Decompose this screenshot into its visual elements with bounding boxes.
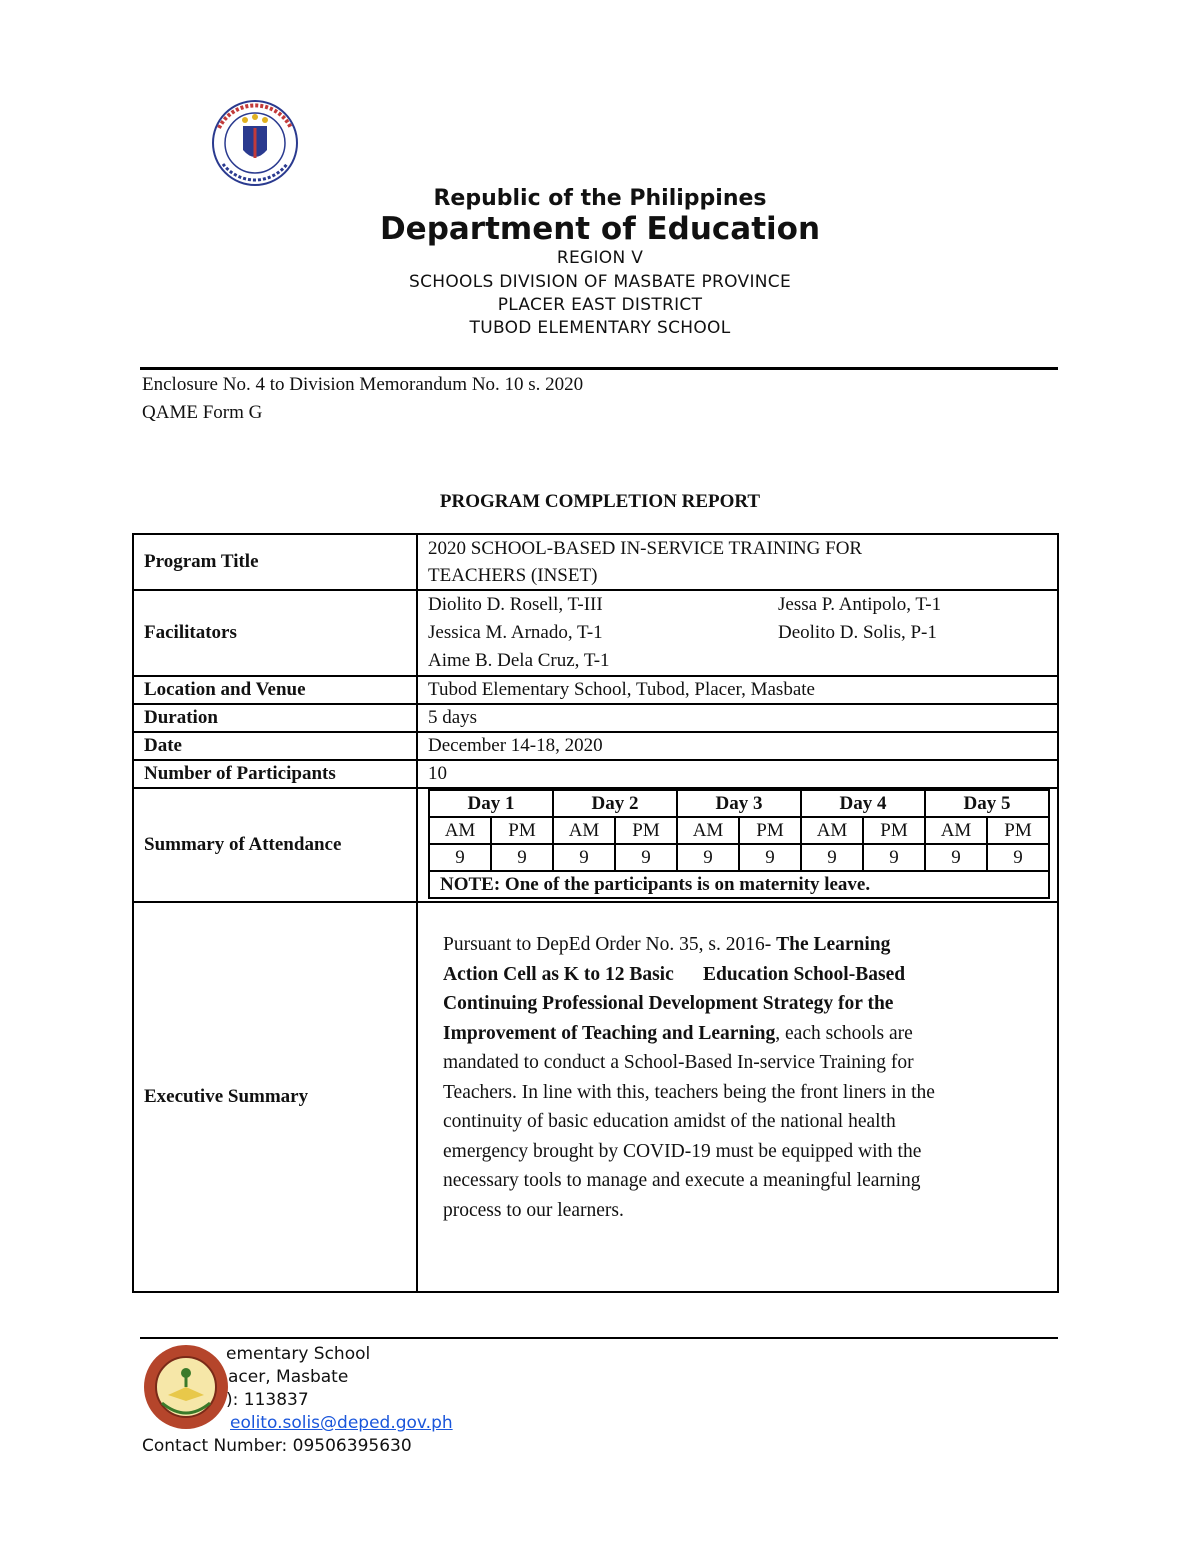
attendance-value <box>417 788 1058 902</box>
date-label: Date <box>133 732 417 760</box>
school-logo <box>142 1343 230 1431</box>
row-participants <box>133 760 1058 788</box>
footer-address: acer, Masbate <box>228 1367 349 1387</box>
executive-intro: Pursuant to DepEd Order No. 35, s. 2016- <box>443 934 777 955</box>
row-facilitators <box>133 590 1058 676</box>
facilitator: Aime B. Dela Cruz, T-1 <box>428 650 610 671</box>
header-region: REGION V <box>556 248 644 268</box>
attendance-table <box>428 789 1050 899</box>
participants-value: 10 <box>417 760 1058 788</box>
executive-bold: Action Cell as K to 12 Basic Education School-Based <box>443 963 906 985</box>
attendance-count: 9 <box>677 844 739 871</box>
program-title-line2: TEACHERS (INSET) <box>428 565 598 586</box>
executive-text <box>418 903 1057 1225</box>
footer-id: ): 113837 <box>226 1390 309 1410</box>
enclosure-line: Enclosure No. 4 to Division Memorandum No. 10 s. 2020 <box>142 374 584 395</box>
executive-line: emergency brought by COVID-19 must be equipped with the <box>443 1140 922 1162</box>
row-executive-summary <box>133 902 1058 1292</box>
row-date <box>133 732 1058 760</box>
date-value: December 14-18, 2020 <box>417 732 1058 760</box>
program-title-label: Program Title <box>133 534 417 590</box>
footer-contact: Contact Number: 09506395630 <box>142 1436 412 1456</box>
footer-email-link[interactable]: eolito.solis@deped.gov.ph <box>230 1413 453 1433</box>
executive-bold: Improvement of Teaching and Learning <box>443 1022 776 1044</box>
facilitator: Deolito D. Solis, P-1 <box>778 622 937 643</box>
attendance-count: 9 <box>987 844 1049 871</box>
executive-line: continuity of basic education amidst of the national health <box>443 1111 896 1132</box>
header-division: SCHOOLS DIVISION OF MASBATE PROVINCE <box>409 272 791 292</box>
attendance-count: 9 <box>429 844 491 871</box>
header-divider <box>140 367 1058 370</box>
pm-header: PM <box>739 817 801 844</box>
attendance-count: 9 <box>615 844 677 871</box>
report-table <box>132 533 1059 1293</box>
pm-header: PM <box>987 817 1049 844</box>
header-department: Department of Education <box>379 211 821 247</box>
row-program-title <box>133 534 1058 590</box>
am-header: AM <box>677 817 739 844</box>
location-label: Location and Venue <box>133 676 417 704</box>
row-duration <box>133 704 1058 732</box>
facilitator: Jessica M. Arnado, T-1 <box>428 622 603 643</box>
attendance-count: 9 <box>925 844 987 871</box>
day-header: Day 3 <box>677 790 801 817</box>
executive-value <box>417 902 1058 1292</box>
day-header: Day 2 <box>553 790 677 817</box>
row-location <box>133 676 1058 704</box>
attendance-count: 9 <box>491 844 553 871</box>
header-school: TUBOD ELEMENTARY SCHOOL <box>469 318 731 338</box>
duration-value: 5 days <box>417 704 1058 732</box>
attendance-count: 9 <box>553 844 615 871</box>
report-title: PROGRAM COMPLETION REPORT <box>439 491 761 512</box>
pm-header: PM <box>491 817 553 844</box>
attendance-label: Summary of Attendance <box>133 788 417 902</box>
am-header: AM <box>429 817 491 844</box>
header-district: PLACER EAST DISTRICT <box>497 295 703 315</box>
am-header: AM <box>925 817 987 844</box>
location-value: Tubod Elementary School, Tubod, Placer, Masbate <box>417 676 1058 704</box>
facilitator: Diolito D. Rosell, T-III <box>428 594 603 615</box>
executive-text-part: , each schools are <box>775 1022 913 1044</box>
form-label: QAME Form G <box>142 402 263 423</box>
program-title-line1: 2020 SCHOOL-BASED IN-SERVICE TRAINING FOR <box>428 538 863 559</box>
executive-line: process to our learners. <box>443 1199 624 1221</box>
attendance-count: 9 <box>863 844 925 871</box>
footer-divider <box>140 1337 1058 1339</box>
executive-line: necessary tools to manage and execute a meaningful learning <box>443 1170 921 1191</box>
deped-seal-logo <box>205 98 305 188</box>
facilitator: Jessa P. Antipolo, T-1 <box>778 594 942 615</box>
am-header: AM <box>801 817 863 844</box>
participants-label: Number of Participants <box>133 760 417 788</box>
executive-line: mandated to conduct a School-Based In-service Training for <box>443 1052 914 1073</box>
facilitators-label: Facilitators <box>133 590 417 676</box>
day-header: Day 5 <box>925 790 1049 817</box>
attendance-note: NOTE: One of the participants is on maternity leave. <box>429 871 1049 898</box>
pm-header: PM <box>615 817 677 844</box>
header-republic: Republic of the Philippines <box>433 186 767 211</box>
am-header: AM <box>553 817 615 844</box>
day-header: Day 1 <box>429 790 553 817</box>
row-attendance <box>133 788 1058 902</box>
duration-label: Duration <box>133 704 417 732</box>
executive-line: Teachers. In line with this, teachers being the front liners in the <box>443 1081 935 1103</box>
executive-bold: The Learning <box>776 934 891 955</box>
pm-header: PM <box>863 817 925 844</box>
facilitators-value <box>417 590 1058 676</box>
attendance-count: 9 <box>739 844 801 871</box>
program-title-value <box>417 534 1058 590</box>
footer-school: ementary School <box>226 1344 371 1364</box>
day-header: Day 4 <box>801 790 925 817</box>
executive-bold: Continuing Professional Development Strategy for the <box>443 993 894 1014</box>
executive-label: Executive Summary <box>133 902 417 1292</box>
attendance-count: 9 <box>801 844 863 871</box>
